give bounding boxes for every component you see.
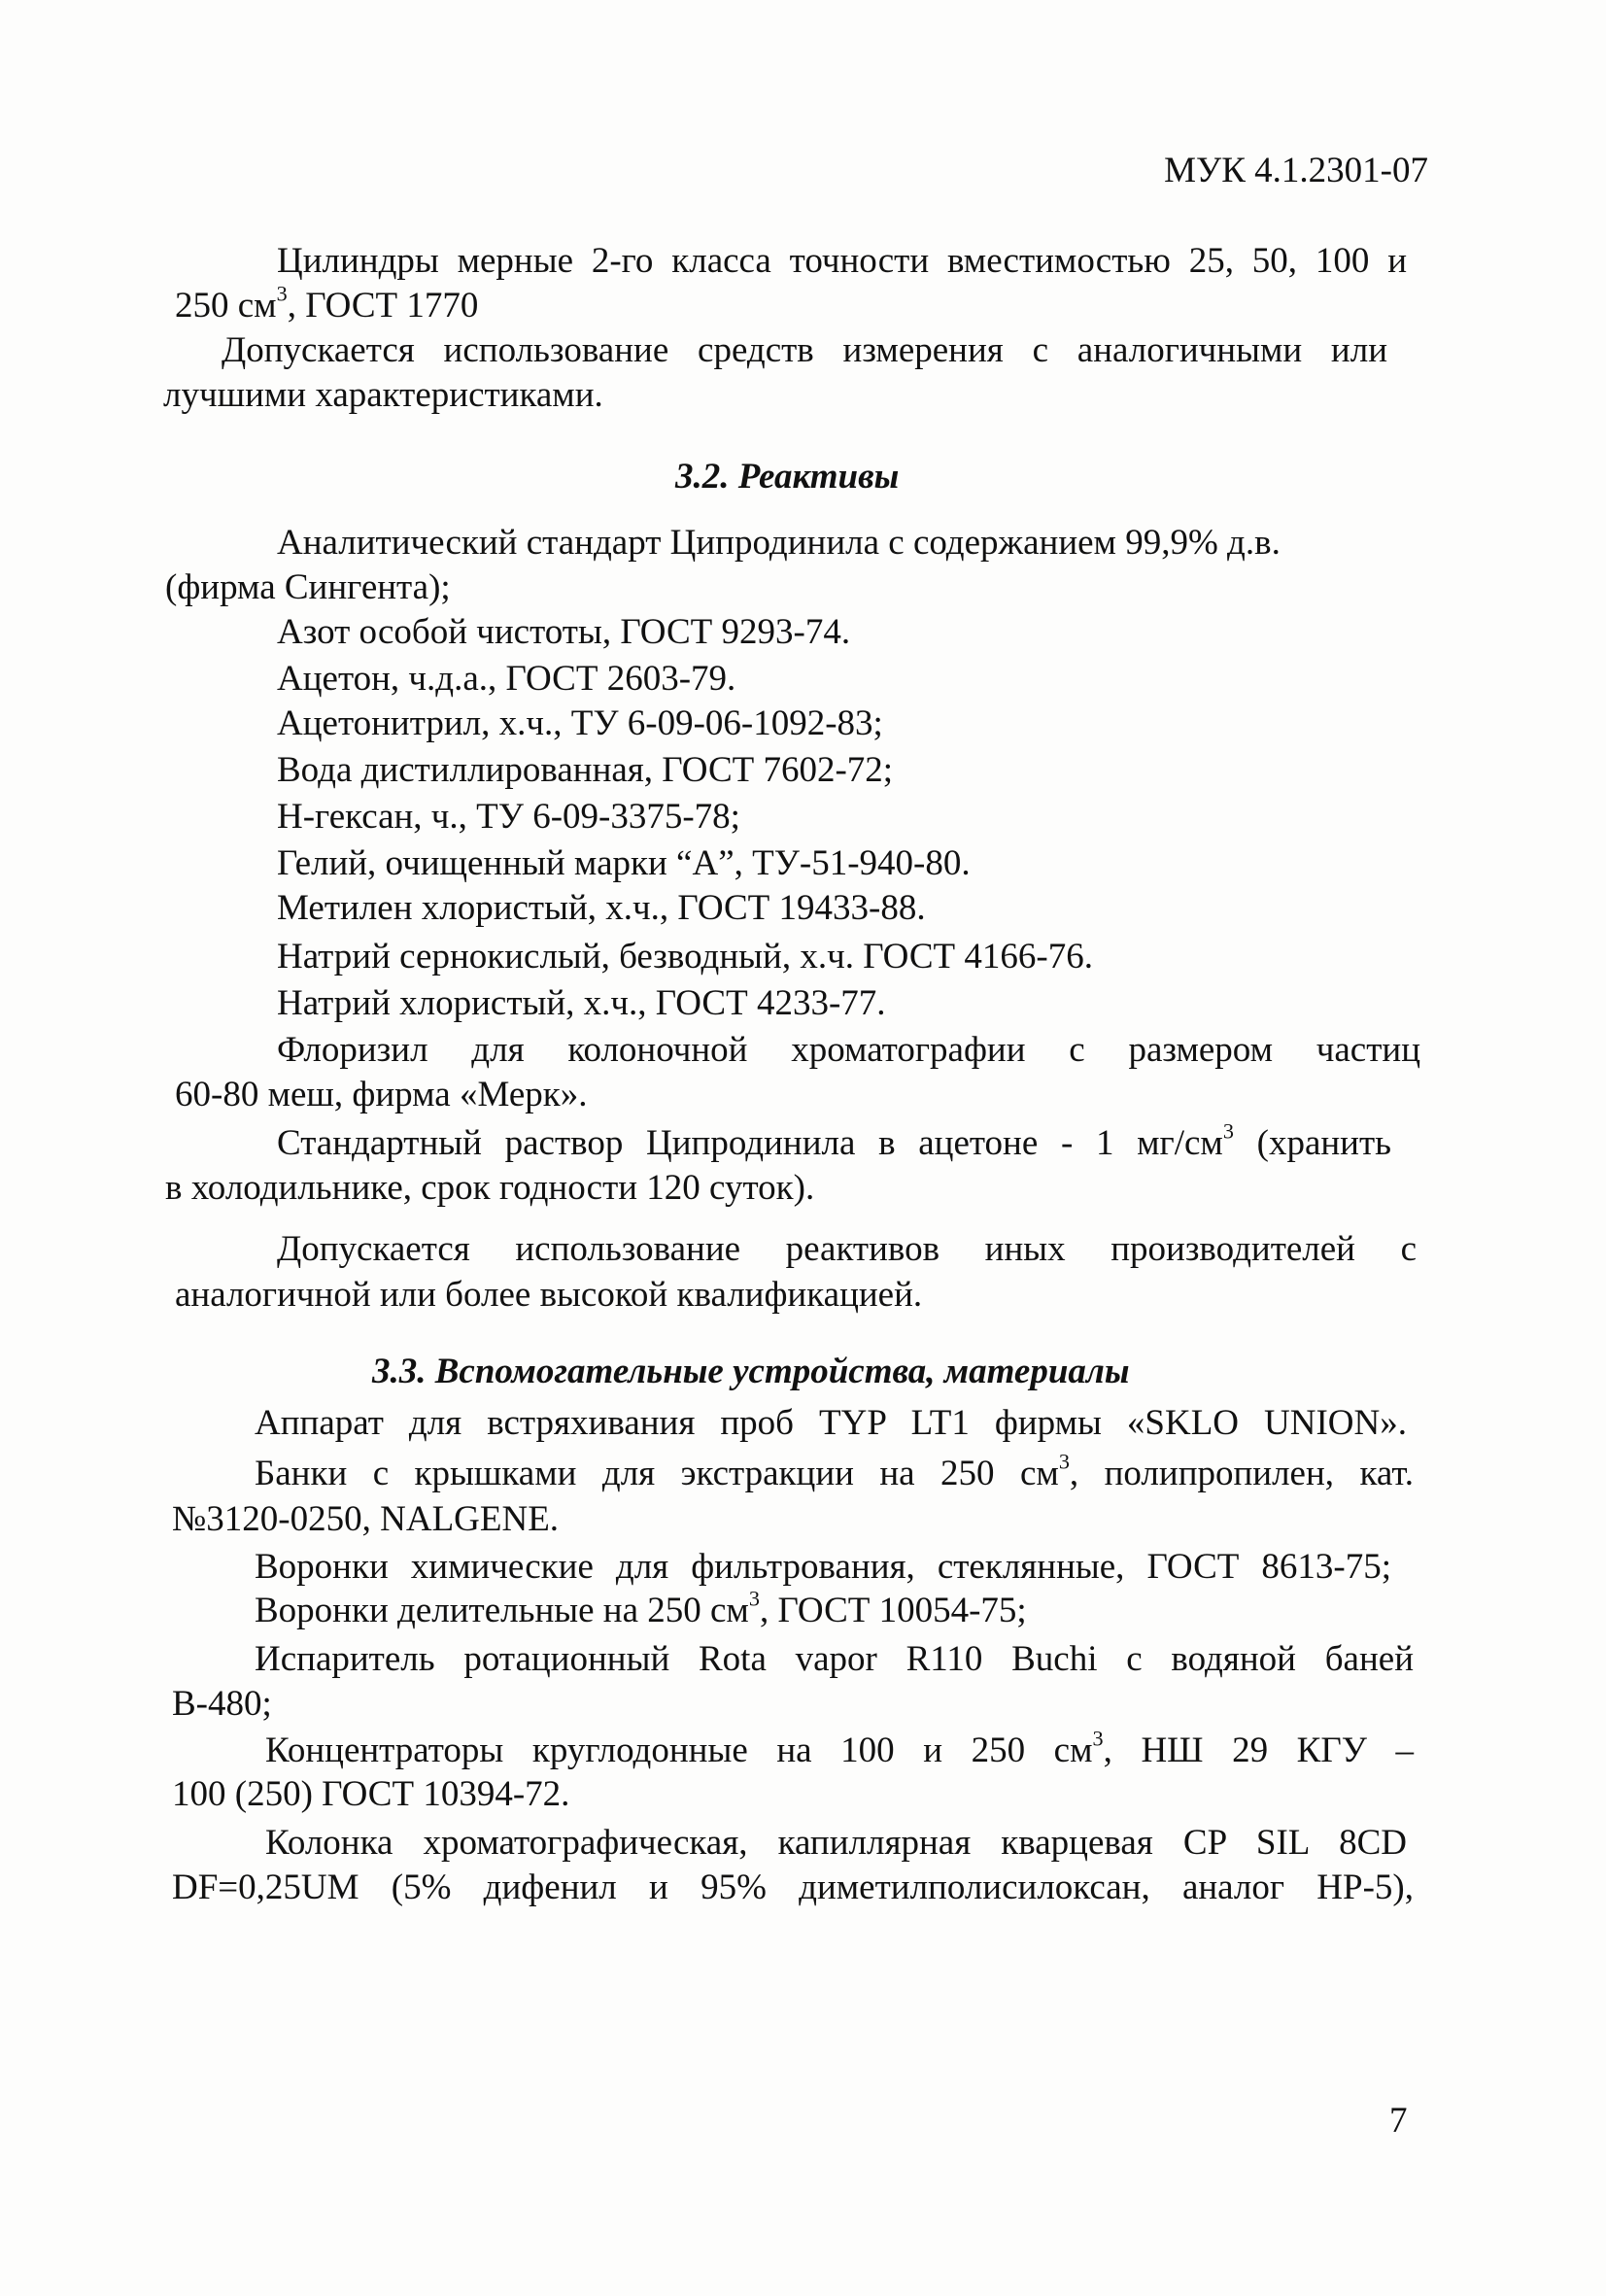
text-line xyxy=(277,1118,1392,1166)
text-line: лучшими характеристиками. xyxy=(163,375,603,415)
text-line xyxy=(175,281,479,328)
text-line: Аппарат для встряхивания проб TYP LT1 фирмы «SKLO UNION». xyxy=(255,1403,1407,1443)
superscript: 3 xyxy=(1092,1726,1104,1751)
line-text: (хранить xyxy=(1233,1123,1392,1163)
text-line: Н-гексан, ч., ТУ 6-09-3375-78; xyxy=(277,797,740,837)
line-text: Концентраторы круглодонные на 100 и 250 см xyxy=(265,1731,1093,1770)
text-line: Испаритель ротационный Rota vapor R110 Buchi с водяной баней xyxy=(255,1639,1414,1679)
text-line: Ацетон, ч.д.а., ГОСТ 2603-79. xyxy=(277,659,736,699)
text-line: Допускается использование средств измерения с аналогичными или xyxy=(222,330,1387,370)
section-heading: 3.3. Вспомогательные устройства, материалы xyxy=(372,1352,1130,1391)
line-text: Стандартный раствор Ципродинила в ацетоне - 1 мг/см xyxy=(277,1123,1223,1163)
line-text: , ГОСТ 1770 xyxy=(287,286,479,326)
line-text: , ГОСТ 10054-75; xyxy=(759,1591,1027,1630)
superscript: 3 xyxy=(276,281,288,306)
text-line: Ацетонитрил, х.ч., ТУ 6-09-06-1092-83; xyxy=(277,703,883,743)
text-line: Метилен хлористый, х.ч., ГОСТ 19433-88. xyxy=(277,888,926,928)
text-line xyxy=(265,1726,1415,1773)
text-line: Цилиндры мерные 2-го класса точности вместимостью 25, 50, 100 и xyxy=(277,241,1407,281)
line-text: , полипропилен, кат. xyxy=(1069,1454,1414,1493)
text-line: Флоризил для колоночной хроматографии с размером частиц xyxy=(277,1030,1420,1070)
text-line: Азот особой чистоты, ГОСТ 9293-74. xyxy=(277,612,851,652)
text-line: В-480; xyxy=(172,1684,272,1724)
section-heading: 3.2. Реактивы xyxy=(675,457,900,497)
text-line: Колонка хроматографическая, капиллярная кварцевая CP SIL 8CD xyxy=(265,1823,1407,1863)
superscript: 3 xyxy=(1222,1118,1234,1144)
text-line: №3120-0250, NALGENE. xyxy=(172,1499,560,1539)
document-code: МУК 4.1.2301-07 xyxy=(1164,151,1428,190)
page-number: 7 xyxy=(1389,2101,1408,2141)
text-line xyxy=(255,1449,1414,1496)
text-line: Воронки химические для фильтрования, стеклянные, ГОСТ 8613-75; xyxy=(255,1547,1391,1587)
line-text: , НШ 29 КГУ – xyxy=(1103,1731,1415,1770)
text-line: 60-80 меш, фирма «Мерк». xyxy=(175,1075,588,1114)
text-line xyxy=(255,1586,1027,1633)
text-line: Вода дистиллированная, ГОСТ 7602-72; xyxy=(277,750,894,790)
text-line: Натрий сернокислый, безводный, х.ч. ГОСТ 4166-76. xyxy=(277,937,1093,977)
text-line: DF=0,25UM (5% дифенил и 95% диметилполисилоксан, аналог HP-5), xyxy=(172,1868,1414,1907)
text-line: Гелий, очищенный марки “А”, ТУ-51-940-80. xyxy=(277,843,971,883)
superscript: 3 xyxy=(748,1586,760,1611)
text-line: Аналитический стандарт Ципродинила с содержанием 99,9% д.в. xyxy=(277,523,1281,563)
text-line: Натрий хлористый, х.ч., ГОСТ 4233-77. xyxy=(277,983,886,1023)
text-line: Допускается использование реактивов иных производителей с xyxy=(277,1229,1417,1269)
line-text: 250 см xyxy=(175,286,277,326)
line-text: Воронки делительные на 250 см xyxy=(255,1591,749,1630)
text-line: в холодильнике, срок годности 120 суток). xyxy=(165,1168,815,1208)
text-line: аналогичной или более высокой квалификацией. xyxy=(175,1275,923,1315)
text-line: 100 (250) ГОСТ 10394-72. xyxy=(172,1774,570,1814)
superscript: 3 xyxy=(1058,1449,1070,1474)
text-line: (фирма Сингента); xyxy=(165,567,451,607)
line-text: Банки с крышками для экстракции на 250 см xyxy=(255,1454,1059,1493)
